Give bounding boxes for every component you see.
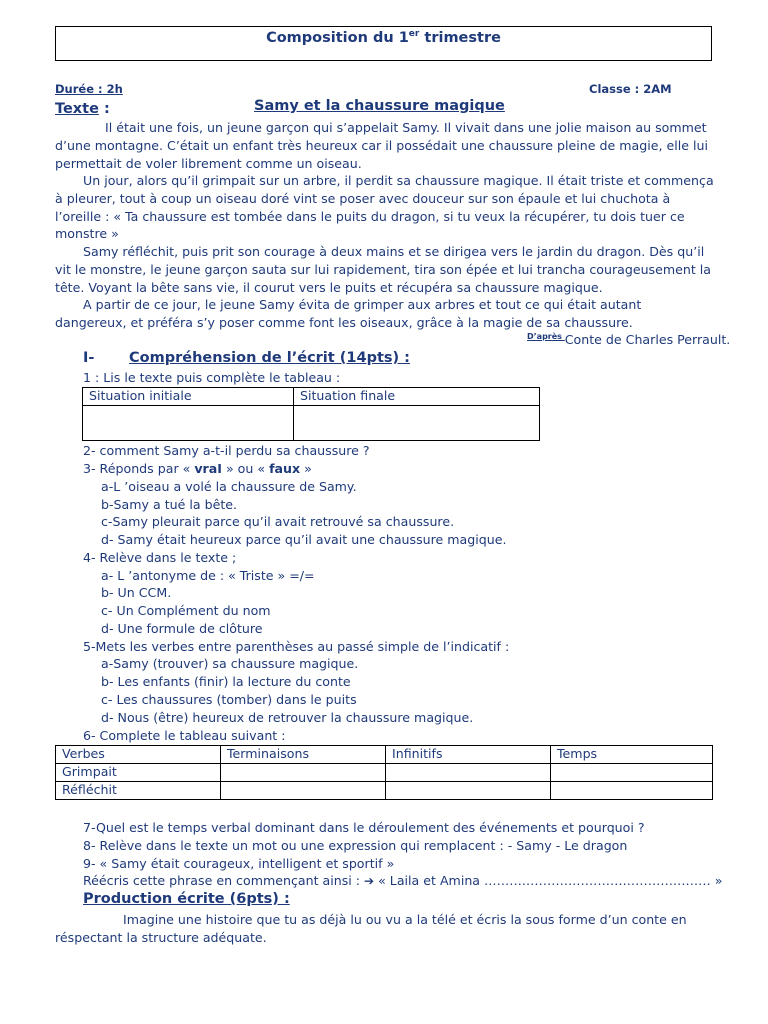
q3-item-a: a-L ’oiseau a volé la chaussure de Samy. (101, 479, 357, 494)
duree: Durée : 2h (55, 82, 123, 96)
header-infinitifs: Infinitifs (386, 746, 551, 764)
question-3: 3- Réponds par « vraI » ou « faux » (83, 461, 312, 476)
table-row (56, 764, 713, 782)
col-situation-initiale: Situation initiale (83, 388, 294, 406)
cell-finale[interactable] (294, 406, 540, 441)
question-8: 8- Relève dans le texte un mot ou une expression qui remplacent : - Samy - Le dragon (83, 838, 628, 853)
answer-cell[interactable] (386, 764, 551, 782)
col-situation-finale: Situation finale (294, 388, 540, 406)
q4-item-d: d- Une formule de clôture (101, 621, 263, 636)
q4-item-c: c- Un Complément du nom (101, 603, 271, 618)
attribution: $^{D’après}$ Conte de Charles Perrault. (527, 332, 731, 347)
answer-cell[interactable] (386, 782, 551, 800)
story-title: Samy et la chaussure magique (254, 98, 505, 114)
q3-item-b: b-Samy a tué la bête. (101, 497, 238, 512)
header-terminaisons: Terminaisons (221, 746, 386, 764)
paragraph-3: Samy réfléchit, puis prit son courage à deux mains et se dirigea vers le jardin du dragon. Dès qu’il vit le monstre, le jeune garçon sauta sur lui rapidement, tira son épée et lui trancha courageusement la tête. Voyant la bête sans vie, il courut vers le puits et récupéra sa chaussure magique. (55, 244, 712, 295)
q3-item-d: d- Samy était heureux parce qu’il avait une chaussure magique. (101, 532, 507, 547)
title-box (55, 26, 712, 61)
texte-heading: Texte : (55, 101, 110, 117)
question-7: 7-Quel est le temps verbal dominant dans le déroulement des événements et pourquoi ? (83, 820, 645, 835)
paragraph-1: Il était une fois, un jeune garçon qui s’appelait Samy. Il vivait dans une jolie maison au sommet d’une montagne. C’était un enfant très heureux car il possédait une chaussure pleine de magie, elle lui permettait de voler librement comme un oiseau. (55, 120, 708, 171)
classe: Classe : 2AM (589, 82, 672, 96)
q3-item-c: c-Samy pleurait parce qu’il avait retrouvé sa chaussure. (101, 514, 455, 529)
section-number: I- (83, 350, 95, 366)
verb-cell: Réfléchit (56, 782, 221, 800)
q4-item-b: b- Un CCM. (101, 585, 172, 600)
paragraph-4: A partir de ce jour, le jeune Samy évita de grimper aux arbres et tout ce qui était autant dangereux, et préféra s’y poser comme font les oiseaux, grâce à la magie de sa chaussure. (55, 297, 642, 330)
q5-item-b: b- Les enfants (finir) la lecture du conte (101, 674, 351, 689)
section-title: Compréhension de l’écrit (14pts) : (129, 350, 410, 366)
table-row (56, 782, 713, 800)
question-9: 9- « Samy était courageux, intelligent et sportif » (83, 856, 395, 871)
header-temps: Temps (551, 746, 713, 764)
situation-table (82, 387, 540, 441)
answer-cell[interactable] (551, 764, 713, 782)
q5-item-c: c- Les chaussures (tomber) dans le puits (101, 692, 357, 707)
arrow-icon: ➔ (364, 874, 375, 888)
answer-cell[interactable] (221, 782, 386, 800)
question-6: 6- Complete le tableau suivant : (83, 728, 286, 743)
question-5: 5-Mets les verbes entre parenthèses au passé simple de l’indicatif : (83, 639, 510, 654)
header-verbes: Verbes (56, 746, 221, 764)
paragraph-2: Un jour, alors qu’il grimpait sur un arbre, il perdit sa chaussure magique. Il était triste et commença à pleurer, tout à coup un oiseau doré vint se poser avec douceur sur son épaule et lui chuchota à l’oreille : « Ta chaussure est tombée dans le puits du dragon, si tu veux la récupérer, tu dois tuer ce monstre » (55, 173, 714, 242)
q5-item-d: d- Nous (être) heureux de retrouver la chaussure magique. (101, 710, 474, 725)
production-text: Imagine une histoire que tu as déjà lu ou vu a la télé et écris la sous forme d’un conte en réspectant la structure adéquate. (55, 912, 687, 945)
question-4: 4- Relève dans le texte ; (83, 550, 237, 565)
document-title: Composition du 1er trimestre (266, 29, 501, 46)
question-9-rewrite: Réécris cette phrase en commençant ainsi : ➔ « Laila et Amina ……………………………………………… » (83, 873, 723, 888)
q5-item-a: a-Samy (trouver) sa chaussure magique. (101, 656, 359, 671)
q4-item-a: a- L ’antonyme de : « Triste » =/= (101, 568, 315, 583)
question-2: 2- comment Samy a-t-il perdu sa chaussure ? (83, 443, 370, 458)
verb-cell: Grimpait (56, 764, 221, 782)
answer-cell[interactable] (221, 764, 386, 782)
cell-initiale[interactable] (83, 406, 294, 441)
answer-cell[interactable] (551, 782, 713, 800)
question-1: 1 : Lis le texte puis complète le tableau : (83, 370, 341, 385)
verbs-table (55, 745, 713, 800)
production-title: Production écrite (6pts) : (83, 891, 290, 907)
